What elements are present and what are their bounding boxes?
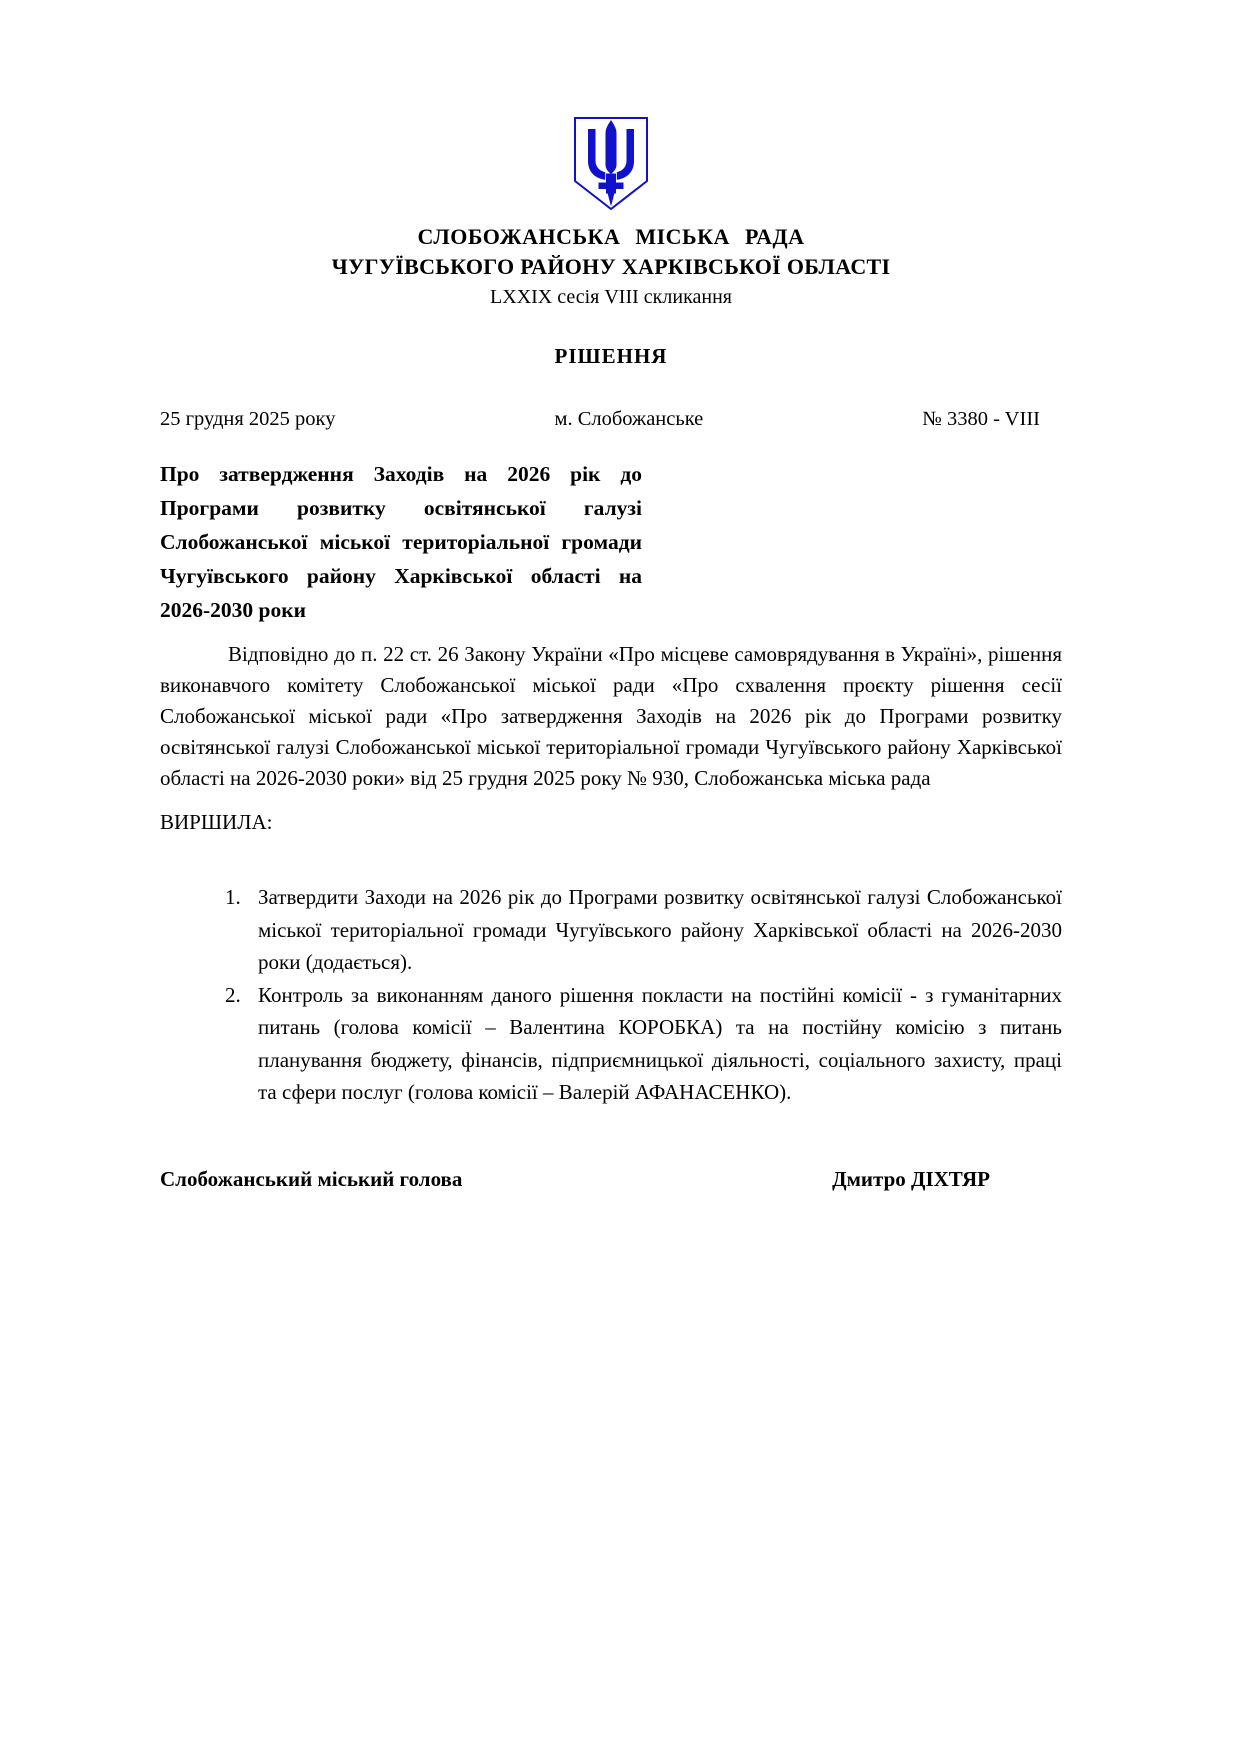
list-item-number: 2. [225, 982, 241, 1007]
document-type-title: РІШЕННЯ [554, 344, 668, 368]
signer-name: Дмитро ДІХТЯР [832, 1166, 990, 1191]
signature-row [160, 1167, 1062, 1192]
list-item [160, 881, 1062, 979]
council-name: СЛОБОЖАНСЬКА МІСЬКА РАДА [417, 224, 805, 249]
session-line: LXXIX сесія VIII скликання [490, 286, 732, 308]
list-item [160, 979, 1062, 1109]
signer-title: Слобожанський міський голова [160, 1166, 463, 1191]
document-place: м. Слобожанське [554, 408, 704, 430]
district-line: ЧУГУЇВСЬКОГО РАЙОНУ ХАРКІВСЬКОЇ ОБЛАСТІ [331, 254, 891, 279]
subject-title: Про затвердження Заходів на 2026 рік до Програми розвитку освітянської галузі Слобожанської міської територіальної громади Чугуївського району Харківської області на 2026-2030 роки [160, 462, 642, 622]
meta-row [160, 408, 1062, 431]
ukraine-trident-emblem-icon [573, 116, 649, 212]
resolution-word: ВИРШИЛА: [160, 810, 273, 834]
document-date: 25 грудня 2025 року [160, 408, 336, 430]
list-item-text: Затвердити Заходи на 2026 рік до Програми розвитку освітянської галузі Слобожанської міської територіальної громади Чугуївського району Харківської області на 2026-2030 роки (додається). [258, 885, 1062, 974]
list-item-number: 1. [225, 885, 241, 909]
document-content [160, 0, 1062, 1192]
resolution-list [160, 881, 1062, 1109]
list-item-text: Контроль за виконанням даного рішення покласти на постійні комісії - з гуманітарних питань (голова комісії – Валентина КОРОБКА) та на постійну комісію з питань планування бюджету, фінансів, підприємницької діяльності, соціального захисту, праці та сфери послуг (голова комісії – Валерій АФАНАСЕНКО). [258, 982, 1062, 1104]
document-number: № 3380 - VIII [922, 408, 1040, 430]
emblem-container [160, 0, 1062, 212]
preamble-paragraph: Відповідно до п. 22 ст. 26 Закону України «Про місцеве самоврядування в Україні», рішення виконавчого комітету Слобожанської міської ради «Про схвалення проєкту рішення сесії Слобожанської міської ради «Про затвердження Заходів на 2026 рік до Програми розвитку освітянської галузі Слобожанської міської територіальної громади Чугуївського району Харківської області на 2026-2030 роки» від 25 грудня 2025 року № 930, Слобожанська міська рада [160, 642, 1062, 790]
